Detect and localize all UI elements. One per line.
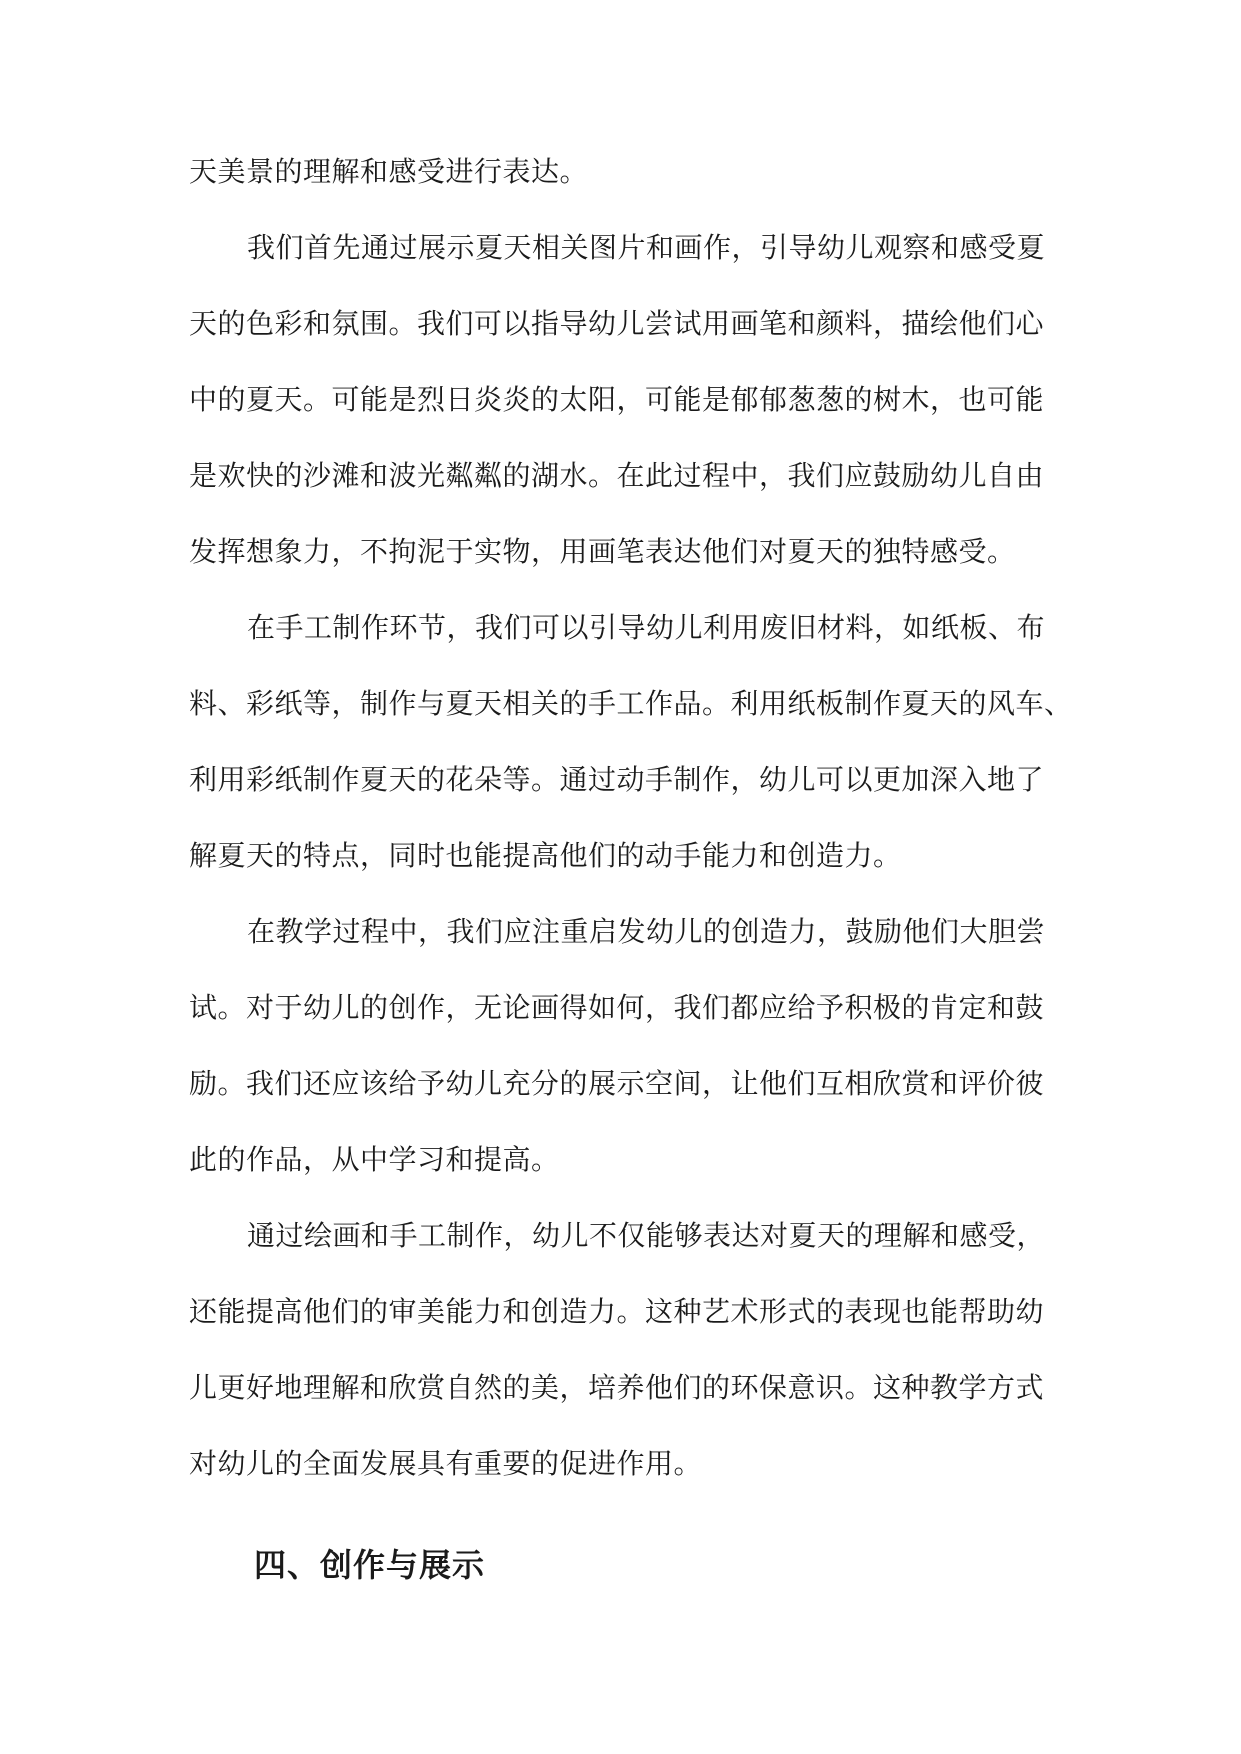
text-line: 还能提高他们的审美能力和创造力。这种艺术形式的表现也能帮助幼 xyxy=(189,1295,1045,1328)
body-text xyxy=(189,142,1073,1510)
text-line: 是欢快的沙滩和波光粼粼的湖水。在此过程中，我们应鼓励幼儿自由 xyxy=(189,459,1045,492)
text-line: 中的夏天。可能是烈日炎炎的太阳，可能是郁郁葱葱的树木，也可能 xyxy=(189,383,1045,416)
text-line: 儿更好地理解和欣赏自然的美，培养他们的环保意识。这种教学方式 xyxy=(189,1371,1045,1404)
text-line: 天美景的理解和感受进行表达。 xyxy=(189,155,589,188)
text-line: 利用彩纸制作夏天的花朵等。通过动手制作，幼儿可以更加深入地了 xyxy=(189,763,1045,796)
paragraph-first-line: 我们首先通过展示夏天相关图片和画作，引导幼儿观察和感受夏 xyxy=(247,231,1046,264)
paragraph-first-line: 在手工制作环节，我们可以引导幼儿利用废旧材料，如纸板、布 xyxy=(247,611,1046,644)
text-line: 发挥想象力，不拘泥于实物，用画笔表达他们对夏天的独特感受。 xyxy=(189,535,1016,568)
paragraph-first-line: 在教学过程中，我们应注重启发幼儿的创造力，鼓励他们大胆尝 xyxy=(247,915,1046,948)
text-line: 对幼儿的全面发展具有重要的促进作用。 xyxy=(189,1447,703,1480)
text-line: 解夏天的特点，同时也能提高他们的动手能力和创造力。 xyxy=(189,839,902,872)
paragraph-first-line: 通过绘画和手工制作，幼儿不仅能够表达对夏天的理解和感受， xyxy=(247,1219,1046,1252)
text-line: 此的作品，从中学习和提高。 xyxy=(189,1143,560,1176)
text-line: 料、彩纸等，制作与夏天相关的手工作品。利用纸板制作夏天的风车、 xyxy=(189,687,1073,720)
text-line: 天的色彩和氛围。我们可以指导幼儿尝试用画笔和颜料，描绘他们心 xyxy=(189,307,1045,340)
section-heading: 四、创作与展示 xyxy=(254,1546,486,1584)
text-line: 励。我们还应该给予幼儿充分的展示空间，让他们互相欣赏和评价彼 xyxy=(189,1067,1045,1100)
text-line: 试。对于幼儿的创作，无论画得如何，我们都应给予积极的肯定和鼓 xyxy=(189,991,1045,1024)
